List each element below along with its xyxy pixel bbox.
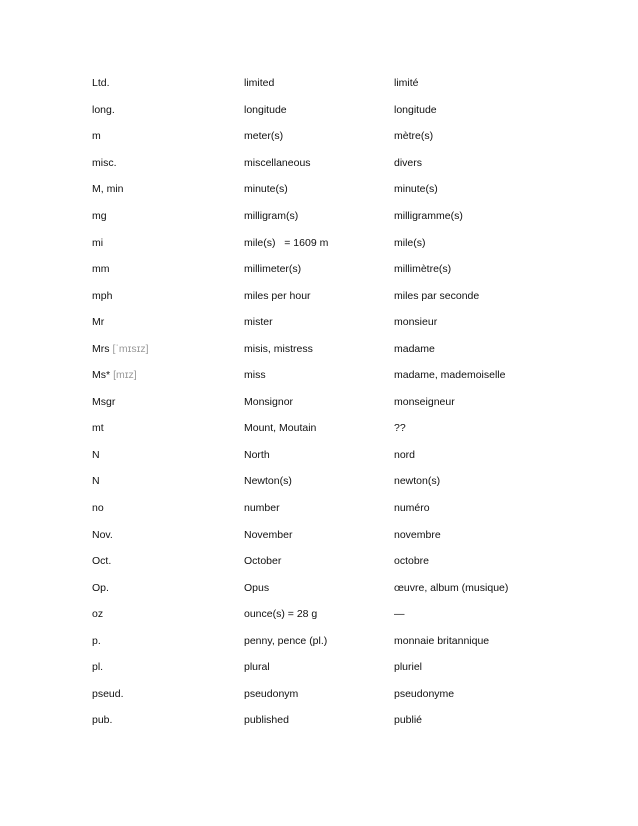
- table-row: [92, 681, 532, 708]
- table-row: [92, 627, 532, 654]
- abbreviation-text: Mr: [92, 316, 105, 329]
- table-row: [92, 97, 532, 124]
- table-row: [92, 203, 532, 230]
- abbreviation-cell: [92, 290, 244, 302]
- english-meaning-cell: penny, pence (pl.): [244, 634, 328, 647]
- french-meaning-cell: madame: [394, 342, 435, 355]
- english-meaning-cell: mister: [244, 316, 273, 329]
- abbreviation-text: pl.: [92, 661, 104, 674]
- abbreviation-cell: [92, 714, 244, 726]
- abbreviation-text: Msgr: [92, 395, 116, 408]
- french-meaning-cell: pseudonyme: [394, 687, 455, 700]
- table-row: [92, 548, 532, 575]
- abbreviation-text: Ms*: [92, 369, 111, 382]
- abbreviation-cell: [92, 555, 244, 567]
- table-row: [92, 70, 532, 97]
- abbreviation-text: mph: [92, 289, 113, 302]
- table-row: [92, 335, 532, 362]
- abbreviation-text: M, min: [92, 183, 124, 196]
- english-meaning-cell: October: [244, 555, 282, 568]
- english-meaning-cell: milligram(s): [244, 210, 299, 222]
- french-meaning-cell: pluriel: [394, 661, 423, 674]
- abbreviation-text: Op.: [92, 581, 109, 594]
- english-meaning-cell: plural: [244, 661, 270, 674]
- abbreviation-text: long.: [92, 103, 115, 116]
- french-meaning-cell: —: [394, 608, 405, 621]
- abbreviation-cell: [92, 316, 244, 328]
- phonetic-text: [ˈmɪsɪz]: [112, 342, 149, 355]
- abbreviation-cell: [92, 396, 244, 408]
- table-row: [92, 309, 532, 336]
- abbreviation-cell: [92, 502, 244, 514]
- french-meaning-cell: madame, mademoiselle: [394, 369, 506, 382]
- table-row: [92, 601, 532, 628]
- abbreviation-text: m: [92, 130, 101, 143]
- english-meaning-cell: mile(s) = 1609 m: [244, 236, 329, 249]
- french-meaning-cell: millimètre(s): [394, 263, 452, 276]
- abbreviation-text: pub.: [92, 714, 113, 727]
- french-meaning-cell: novembre: [394, 528, 441, 541]
- abbreviation-text: no: [92, 502, 104, 515]
- english-meaning-cell: Newton(s): [244, 475, 292, 488]
- table-row: [92, 389, 532, 416]
- french-meaning-cell: œuvre, album (musique): [394, 581, 509, 594]
- abbreviation-cell: [92, 635, 244, 647]
- abbreviation-cell: [92, 104, 244, 116]
- abbreviation-text: Oct.: [92, 555, 112, 568]
- table-row: [92, 362, 532, 389]
- table-row: [92, 442, 532, 469]
- french-meaning-cell: ??: [394, 422, 406, 435]
- french-meaning-cell: mètre(s): [394, 130, 434, 143]
- table-row: [92, 176, 532, 203]
- french-meaning-cell: numéro: [394, 502, 430, 515]
- table-row: [92, 229, 532, 256]
- english-meaning-cell: November: [244, 528, 293, 541]
- table-row: [92, 521, 532, 548]
- abbreviation-cell: [92, 529, 244, 541]
- english-meaning-cell: pseudonym: [244, 687, 299, 700]
- english-meaning-cell: ounce(s) = 28 g: [244, 608, 318, 621]
- abbreviation-text: oz: [92, 608, 104, 621]
- english-meaning-cell: miscellaneous: [244, 156, 311, 169]
- abbreviation-cell: [92, 130, 244, 142]
- english-meaning-cell: Opus: [244, 581, 270, 594]
- english-meaning-cell: minute(s): [244, 183, 288, 196]
- phonetic-text: [mɪz]: [113, 369, 137, 382]
- table-row: [92, 707, 532, 734]
- french-meaning-cell: mile(s): [394, 236, 426, 249]
- abbreviation-cell: [92, 183, 244, 195]
- abbreviation-text: Ltd.: [92, 77, 110, 90]
- french-meaning-cell: divers: [394, 156, 423, 169]
- abbreviation-text: N: [92, 448, 100, 461]
- abbreviation-text: N: [92, 475, 100, 488]
- english-meaning-cell: misis, mistress: [244, 342, 313, 355]
- table-row: [92, 282, 532, 309]
- french-meaning-cell: nord: [394, 448, 416, 461]
- abbreviation-cell: [92, 210, 244, 222]
- abbreviation-text: Mrs: [92, 342, 110, 355]
- table-row: [92, 468, 532, 495]
- abbreviation-cell: [92, 237, 244, 249]
- abbreviation-table: [92, 70, 532, 734]
- french-meaning-cell: longitude: [394, 103, 437, 116]
- abbreviation-cell: [92, 263, 244, 275]
- english-meaning-cell: Monsignor: [244, 395, 294, 408]
- abbreviation-cell: [92, 608, 244, 620]
- abbreviation-text: mt: [92, 422, 104, 435]
- french-meaning-cell: minute(s): [394, 183, 438, 196]
- abbreviation-cell: [92, 422, 244, 434]
- abbreviation-text: mm: [92, 263, 110, 276]
- french-meaning-cell: monseigneur: [394, 395, 455, 408]
- french-meaning-cell: publié: [394, 714, 423, 727]
- abbreviation-text: pseud.: [92, 687, 124, 700]
- abbreviation-cell: [92, 449, 244, 461]
- french-meaning-cell: miles par seconde: [394, 289, 480, 302]
- english-meaning-cell: millimeter(s): [244, 263, 302, 276]
- french-meaning-cell: newton(s): [394, 475, 441, 488]
- abbreviation-cell: [92, 369, 244, 381]
- french-meaning-cell: monsieur: [394, 316, 438, 329]
- french-meaning-cell: monnaie britannique: [394, 634, 490, 647]
- abbreviation-cell: [92, 688, 244, 700]
- abbreviation-cell: [92, 343, 244, 355]
- abbreviation-cell: [92, 661, 244, 673]
- table-row: [92, 415, 532, 442]
- table-row: [92, 256, 532, 283]
- abbreviation-text: mg: [92, 210, 107, 222]
- english-meaning-cell: number: [244, 502, 280, 515]
- english-meaning-cell: miles per hour: [244, 289, 311, 302]
- english-meaning-cell: North: [244, 448, 270, 461]
- table-row: [92, 495, 532, 522]
- french-meaning-cell: limité: [394, 77, 419, 90]
- abbreviation-text: Nov.: [92, 528, 113, 541]
- english-meaning-cell: Mount, Moutain: [244, 422, 317, 435]
- abbreviation-cell: [92, 582, 244, 594]
- table-row: [92, 574, 532, 601]
- french-meaning-cell: octobre: [394, 555, 430, 568]
- table-row: [92, 150, 532, 177]
- table-row: [92, 654, 532, 681]
- french-meaning-cell: milligramme(s): [394, 210, 463, 222]
- abbreviation-text: misc.: [92, 156, 117, 169]
- abbreviation-cell: [92, 475, 244, 487]
- english-meaning-cell: miss: [244, 369, 266, 382]
- table-row: [92, 123, 532, 150]
- english-meaning-cell: limited: [244, 77, 275, 90]
- abbreviation-cell: [92, 77, 244, 89]
- english-meaning-cell: meter(s): [244, 130, 284, 143]
- abbreviation-text: mi: [92, 236, 104, 249]
- english-meaning-cell: published: [244, 714, 289, 727]
- english-meaning-cell: longitude: [244, 103, 287, 116]
- abbreviation-cell: [92, 157, 244, 169]
- abbreviation-text: p.: [92, 634, 101, 647]
